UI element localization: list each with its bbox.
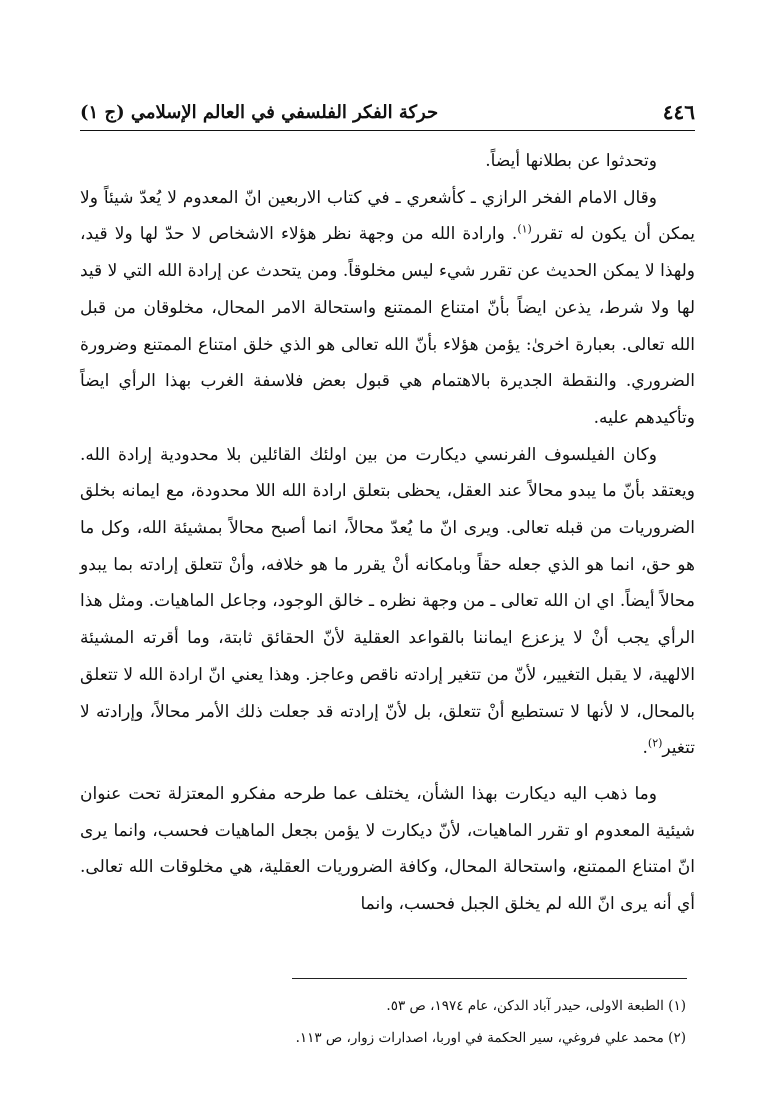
footnote-1: (١) الطبعة الاولى، حيدر آباد الدكن، عام ١٩٧٤، ص ٥٣. [386,998,686,1014]
running-header [80,95,695,129]
paragraph-1 [80,143,695,180]
paragraph-4-text: وما ذهب اليه ديكارت بهذا الشأن، يختلف عما طرحه مفكرو المعتزلة تحت عنوان شيئية المعدوم او تقرر الماهيات، لأنّ ديكارت لا يؤمن بجعل الماهيات فحسب، وانما يرى انّ امتناع الممتنع، واستحالة المحال، وكافة الضروريات العقلية، هي مخلوقات الله تعالى. أي أنه يرى انّ الله لم يخلق الجبل فحسب، وانما [80,783,695,915]
footnote-ref-1[interactable]: (١) [517,222,532,236]
paragraph-3-text: وكان الفيلسوف الفرنسي ديكارت من بين اولئك القائلين بلا محدودية إرادة الله. ويعتقد بأنّ ما يبدو محالاً عند العقل، يحظى بتعلق ارادة الله اللا محدودة، مع ايمانه بخلق الضروريات من قبله تعالى. ويرى انّ ما يُعدّ محالاً، انما أصبح محالاً بمشيئة الله، وكل ما هو حق، انما هو الذي جعله حقاً وبامكانه أنْ يقرر ما هو خلافه، وأنْ تتعلق إرادته بما يبدو محالاً أيضاً. اي ان الله تعالى ـ من وجهة نظره ـ خالق الوجود، وجاعل الماهيات. ومثل هذا الرأي يجب أنْ لا يزعزع ايماننا بالقواعد العقلية لأنّ الحقائق ثابتة، وما أقرته المشيئة الالهية، لا يقبل التغيير، لأنّ من تتغير إرادته ناقص وعاجز. وهذا يعني انّ ارادة الله لا تتعلق بالمحال، لا لأنها لا تستطيع أنْ تتعلق، بل لأنّ إرادته قد جعلت ذلك الأمر محالاً، وإرادته لا تتغير [80,444,695,759]
footnote-ref-2[interactable]: (٢) [647,736,663,750]
paragraph-3 [80,437,695,767]
paragraph-2-text: وقال الامام الفخر الرازي ـ كأشعري ـ في كتاب الاربعين انّ المعدوم لا يُعدّ شيئاً ولا يمكن أن يكون له تقرر [80,187,696,245]
footnote-rule [292,978,687,979]
page-number: ٤٤٦ [662,100,695,124]
paragraph-1-text: وتحدثوا عن بطلانها أيضاً. [485,151,657,171]
paragraph-3-text-cont: . [642,738,648,759]
body-text [80,143,695,923]
footnotes [80,990,686,1054]
running-title: حركة الفكر الفلسفي في العالم الإسلامي (ج ١) [80,101,439,123]
paragraph-2 [80,180,695,437]
paragraph-2-text-cont: . وارادة الله من وجهة نظر هؤلاء الاشخاص لا حدّ لها ولا قيد، ولهذا لا يمكن الحديث عن تقرر شيء ليس مخلوقاً. ومن يتحدث عن إرادة الله التي لا قيد لها ولا شرط، يذعن ايضاً بأنّ امتناع الممتنع واستحالة الامر المحال، مخلوقان من قبل الله تعالى. بعبارة اخرىٰ: يؤمن هؤلاء بأنّ الله تعالى هو الذي خلق امتناع الممتنع وضرورة الضروري. والنقطة الجديرة بالاهتمام هي قبول بعض فلاسفة الغرب بهذا الرأي ايضاً وتأكيدهم عليه. [80,224,695,428]
footnote-2: (٢) محمد علي فروغي، سير الحكمة في اوربا، اصدارات زوار، ص ١١٣. [295,1030,686,1046]
header-rule [80,130,695,131]
paragraph-4 [80,776,695,923]
